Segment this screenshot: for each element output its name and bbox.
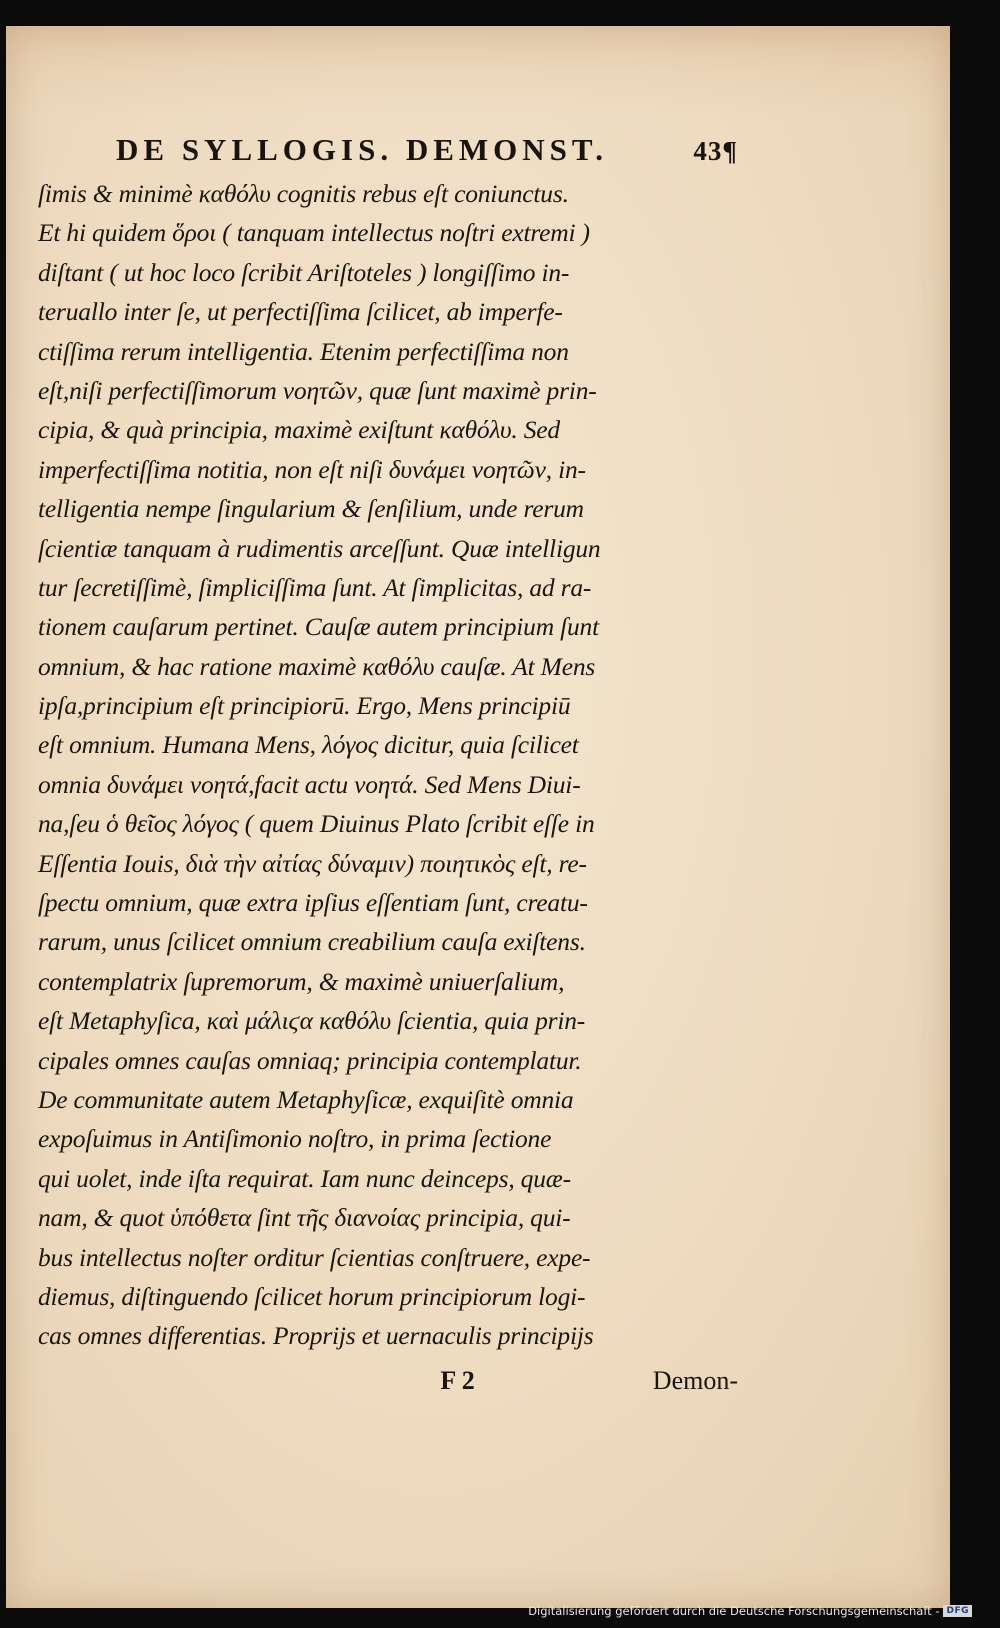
text-line: ſcientiæ tanquam à rudimentis arceſſunt. Quæ intelligun (38, 533, 601, 563)
catchline (38, 1360, 738, 1402)
text-line: expoſuimus in Antiſimonio noſtro, in prima ſectione (38, 1124, 552, 1154)
text-line: cas omnes differentias. Proprijs et uernaculis principijs (38, 1321, 594, 1351)
digitization-credit (528, 1604, 972, 1618)
text-line: qui uolet, inde iſta requirat. Iam nunc deinceps, quæ- (38, 1163, 571, 1193)
text-line: omnium, & hac ratione maximè καθόλυ cauſæ. At Mens (38, 651, 596, 681)
text-line: bus intellectus noſter orditur ſcientias conſtruere, expe- (38, 1242, 591, 1272)
text-block (38, 126, 738, 1402)
body-text (38, 174, 738, 1356)
text-line: cipales omnes cauſas omniaq; principia contemplatur. (38, 1045, 582, 1075)
text-line: diſtant ( ut hoc loco ſcribit Ariſtoteles ) longiſſimo in- (38, 257, 570, 287)
text-line: omnia δυνάμει νοητά,facit actu νοητά. Sed Mens Diui- (38, 769, 581, 799)
text-line: cipia, & quà principia, maximè exiſtunt καθόλυ. Sed (38, 415, 560, 445)
text-line: tionem cauſarum pertinet. Cauſæ autem principium ſunt (38, 612, 599, 642)
text-line: ſpectu omnium, quæ extra ipſius eſſentiam ſunt, creatu- (38, 888, 588, 918)
text-line: rarum, unus ſcilicet omnium creabilium cauſa exiſtens. (38, 927, 586, 957)
text-line: teruallo inter ſe, ut perfectiſſima ſcilicet, ab imperfe- (38, 297, 563, 327)
text-line: ctiſſima rerum intelligentia. Etenim perfectiſſima non (38, 336, 569, 366)
text-line: De communitate autem Metaphyſicæ, exquiſitè omnia (38, 1084, 574, 1114)
text-line: ſimis & minimè καθόλυ cognitis rebus eſt coniunctus. (38, 179, 569, 208)
text-line: nam, & quot ὑπόθετα ſint τῆς διανοίας principia, qui- (38, 1203, 571, 1233)
text-line: na,ſeu ὁ θεῖος λόγος ( quem Diuinus Plato ſcribit eſſe in (38, 809, 595, 839)
text-line: Et hi quidem ὅροι ( tanquam intellectus noſtri extremi ) (38, 218, 590, 248)
text-line: diemus, diſtinguendo ſcilicet horum principiorum logi- (38, 1281, 586, 1311)
text-line: tur ſecretiſſimè, ſimpliciſſima ſunt. At ſimplicitas, ad ra- (38, 572, 592, 602)
credit-text: Digitalisierung gefördert durch die Deutsche Forschungsgemeinschaft - (528, 1604, 940, 1618)
page-number: 43¶ (693, 136, 738, 166)
book-page (6, 26, 950, 1608)
text-line: eſt,niſi perfectiſſimorum νοητῶν, quæ ſunt maximè prin- (38, 375, 597, 405)
text-line: eſt Metaphyſica, καὶ μάλιϛα καθόλυ ſcientia, quia prin- (38, 1006, 586, 1036)
text-line: ipſa,principium eſt principiorū. Ergo, Mens principiū (38, 691, 571, 721)
text-line: telligentia nempe ſingularium & ſenſilium, unde rerum (38, 494, 584, 524)
text-line: eſt omnium. Humana Mens, λόγος dicitur, quia ſcilicet (38, 730, 579, 760)
dfg-logo: DFG (943, 1605, 972, 1617)
text-line: contemplatrix ſupremorum, & maximè uniuerſalium, (38, 966, 565, 996)
running-head (38, 126, 738, 174)
running-head-title: DE SYLLOGIS. DEMONST. (116, 132, 609, 167)
text-line: imperfectiſſima notitia, non eſt niſi δυνάμει νοητῶν, in- (38, 454, 586, 484)
catchword: Demon- (652, 1365, 738, 1395)
text-line: Eſſentia Iouis, διὰ τὴν αἰτίας δύναμιν) ποιητικὸς eſt, re- (38, 848, 587, 878)
signature-mark: F 2 (440, 1365, 475, 1395)
